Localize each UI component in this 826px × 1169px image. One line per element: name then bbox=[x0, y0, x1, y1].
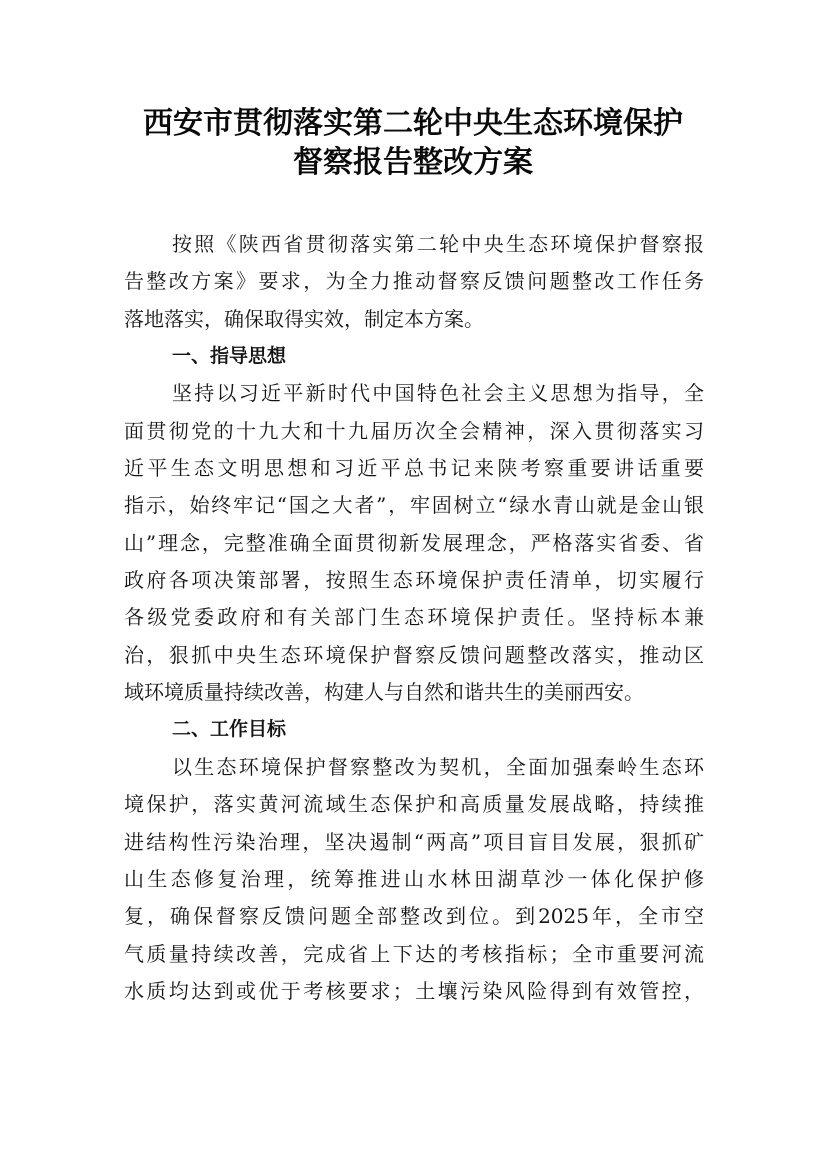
document-body bbox=[124, 226, 704, 1010]
section1-line-1: 坚持以习近平新时代中国特色社会主义思想为指导，全 bbox=[172, 381, 704, 406]
section-heading-guiding-ideology: 一、指导思想 bbox=[172, 345, 287, 368]
section1-line-4: 指示，始终牢记“国之大者”，牢固树立“绿水青山就是金山银 bbox=[124, 493, 704, 518]
document-title bbox=[100, 104, 726, 182]
section1-line-3: 近平生态文明思想和习近平总书记来陕考察重要讲话重要 bbox=[124, 456, 704, 481]
intro-line-2: 告整改方案》要求，为全力推动督察反馈问题整改工作任务 bbox=[124, 269, 704, 294]
title-line-1: 西安市贯彻落实第二轮中央生态环境保护 bbox=[143, 106, 683, 141]
section1-line-5: 山”理念，完整准确全面贯彻新发展理念，严格落实省委、省 bbox=[124, 530, 704, 555]
title-line-2: 督察报告整改方案 bbox=[293, 145, 533, 180]
section2-line-6: 气质量持续改善，完成省上下达的考核指标；全市重要河流 bbox=[124, 941, 704, 966]
section2-line-5: 复，确保督察反馈问题全部整改到位。到2025年，全市空 bbox=[124, 904, 704, 929]
section1-line-6: 政府各项决策部署，按照生态环境保护责任清单，切实履行 bbox=[124, 568, 704, 593]
section2-line-2: 境保护，落实黄河流域生态保护和高质量发展战略，持续推 bbox=[124, 792, 704, 817]
intro-line-1: 按照《陕西省贯彻落实第二轮中央生态环境保护督察报 bbox=[172, 232, 704, 256]
section1-line-7: 各级党委政府和有关部门生态环境保护责任。坚持标本兼 bbox=[124, 605, 704, 630]
section1-line-2: 面贯彻党的十九大和十九届历次全会精神，深入贯彻落实习 bbox=[124, 418, 704, 443]
section2-line-4: 山生态修复治理，统筹推进山水林田湖草沙一体化保护修 bbox=[124, 866, 704, 891]
section1-line-8: 治，狠抓中央生态环境保护督察反馈问题整改落实，推动区 bbox=[124, 642, 704, 667]
section1-line-9: 域环境质量持续改善，构建人与自然和谐共生的美丽西安。 bbox=[124, 680, 644, 705]
section2-line-1: 以生态环境保护督察整改为契机，全面加强秦岭生态环 bbox=[172, 754, 704, 779]
section-heading-work-goals: 二、工作目标 bbox=[172, 718, 287, 741]
intro-line-3: 落地落实，确保取得实效，制定本方案。 bbox=[124, 306, 484, 331]
section2-line-7: 水质均达到或优于考核要求；土壤污染风险得到有效管控， bbox=[124, 978, 704, 1003]
section2-line-3: 进结构性污染治理，坚决遏制“两高”项目盲目发展，狠抓矿 bbox=[124, 829, 704, 854]
